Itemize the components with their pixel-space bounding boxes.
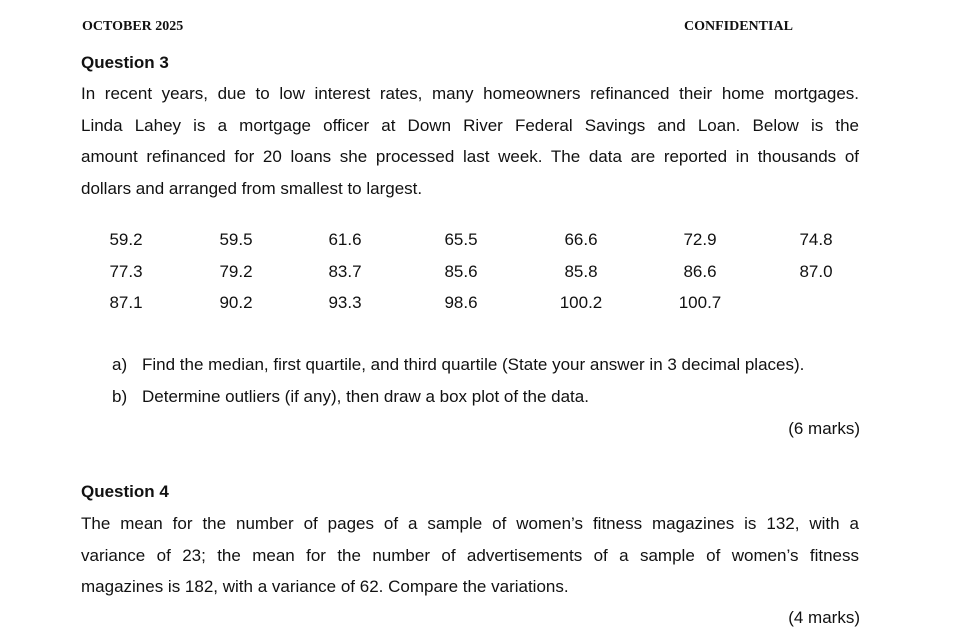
paragraph-line: The mean for the number of pages of a sample of women’s fitness magazines is 132, with a	[81, 514, 859, 533]
question-3-title: Question 3	[81, 53, 169, 72]
data-cell: 85.8	[564, 262, 598, 281]
data-cell: 93.3	[328, 293, 362, 312]
part-a-text: Find the median, first quartile, and third quartile (State your answer in 3 decimal places).	[142, 355, 805, 374]
data-cell: 86.6	[683, 262, 717, 281]
data-cell: 77.3	[109, 262, 143, 281]
data-cell: 98.6	[444, 293, 478, 312]
part-b	[112, 387, 589, 407]
part-a	[112, 355, 804, 375]
header-confidential: CONFIDENTIAL	[684, 19, 793, 34]
data-cell: 87.0	[799, 262, 833, 281]
paragraph-line: In recent years, due to low interest rates, many homeowners refinanced their home mortgages.	[81, 84, 859, 103]
question-3-marks: (6 marks)	[788, 419, 860, 438]
data-cell: 83.7	[328, 262, 362, 281]
data-cell: 61.6	[328, 230, 362, 249]
data-cell: 87.1	[109, 293, 143, 312]
data-cell: 66.6	[564, 230, 598, 249]
data-cell: 65.5	[444, 230, 478, 249]
part-b-label: b)	[112, 387, 128, 406]
question-4-paragraph	[81, 508, 859, 603]
data-cell: 100.7	[678, 293, 722, 312]
data-cell: 59.2	[109, 230, 143, 249]
data-cell: 72.9	[683, 230, 717, 249]
question-4-marks: (4 marks)	[788, 608, 860, 627]
data-cell: 100.2	[559, 293, 603, 312]
paragraph-line: amount refinanced for 20 loans she processed last week. The data are reported in thousands of	[81, 147, 859, 166]
header-date: OCTOBER 2025	[82, 19, 184, 34]
data-cell: 90.2	[219, 293, 253, 312]
part-b-text: Determine outliers (if any), then draw a box plot of the data.	[142, 387, 589, 406]
data-cell: 79.2	[219, 262, 253, 281]
data-cell: 59.5	[219, 230, 253, 249]
part-a-label: a)	[112, 355, 128, 374]
paragraph-line: dollars and arranged from smallest to largest.	[81, 178, 423, 198]
paragraph-line: Linda Lahey is a mortgage officer at Down River Federal Savings and Loan. Below is the	[81, 115, 859, 135]
data-cell: 74.8	[799, 230, 833, 249]
question-4-title: Question 4	[81, 482, 169, 501]
data-cell: 85.6	[444, 262, 478, 281]
paragraph-line: variance of 23; the mean for the number of advertisements of a sample of women’s fitness	[81, 545, 859, 565]
question-3-paragraph	[81, 78, 859, 204]
paragraph-line: magazines is 182, with a variance of 62. Compare the variations.	[81, 577, 569, 596]
